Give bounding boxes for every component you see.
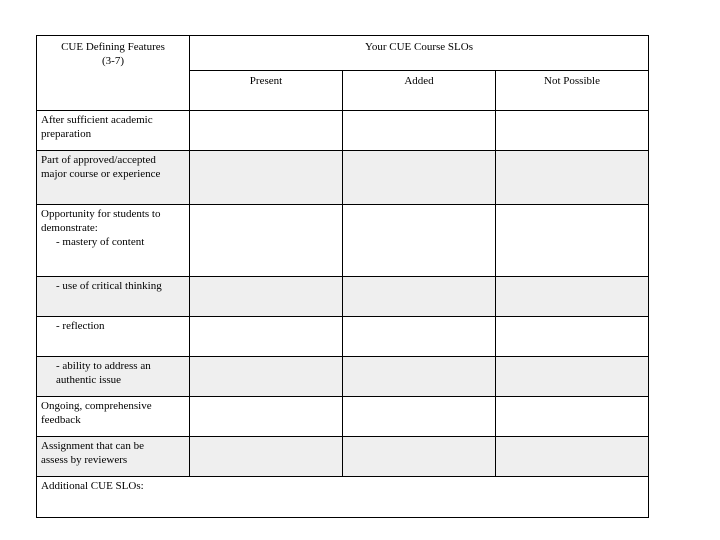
added-cell[interactable]	[343, 277, 496, 317]
present-cell[interactable]	[190, 111, 343, 151]
added-cell[interactable]	[343, 397, 496, 437]
table-title-cell	[37, 36, 190, 111]
slo-group-header: Your CUE Course SLOs	[190, 36, 649, 71]
table-title: CUE Defining Features	[61, 41, 165, 53]
feature-label	[37, 277, 190, 317]
not-possible-cell[interactable]	[496, 277, 649, 317]
added-cell[interactable]	[343, 151, 496, 205]
feature-label	[37, 151, 190, 205]
feature-label-line: feedback	[41, 414, 81, 426]
feature-label-line: major course or experience	[41, 168, 161, 180]
column-header-added: Added	[343, 71, 496, 111]
present-cell[interactable]	[190, 437, 343, 477]
added-cell[interactable]	[343, 437, 496, 477]
additional-slos-cell[interactable]	[37, 477, 649, 518]
feature-label	[37, 111, 190, 151]
feature-label	[37, 397, 190, 437]
present-cell[interactable]	[190, 317, 343, 357]
feature-label-line: Assignment that can be	[41, 440, 144, 452]
feature-label-line: Part of approved/accepted	[41, 154, 156, 166]
feature-label-line: After sufficient academic	[41, 114, 153, 126]
table-title-sub: (3-7)	[102, 55, 124, 67]
footer-row	[37, 477, 649, 518]
feature-label-line: Opportunity for students to	[41, 208, 161, 220]
feature-label-line: - use of critical thinking	[56, 280, 162, 292]
feature-label-line: Ongoing, comprehensive	[41, 400, 152, 412]
table-row	[37, 277, 649, 317]
table-row	[37, 205, 649, 277]
table-row	[37, 397, 649, 437]
feature-label-line: - ability to address an	[56, 360, 151, 372]
cue-features-table	[36, 35, 649, 518]
feature-label-line: authentic issue	[56, 374, 122, 386]
feature-label-line: assess by reviewers	[41, 454, 128, 466]
not-possible-cell[interactable]	[496, 317, 649, 357]
added-cell[interactable]	[343, 317, 496, 357]
table-row	[37, 317, 649, 357]
table-row	[37, 111, 649, 151]
added-cell[interactable]	[343, 205, 496, 277]
feature-label	[37, 205, 190, 277]
not-possible-cell[interactable]	[496, 397, 649, 437]
present-cell[interactable]	[190, 277, 343, 317]
present-cell[interactable]	[190, 151, 343, 205]
present-cell[interactable]	[190, 397, 343, 437]
present-cell[interactable]	[190, 205, 343, 277]
not-possible-cell[interactable]	[496, 151, 649, 205]
feature-label-line: - mastery of content	[56, 236, 145, 248]
column-header-not-possible: Not Possible	[496, 71, 649, 111]
present-cell[interactable]	[190, 357, 343, 397]
feature-label	[37, 357, 190, 397]
column-header-present: Present	[190, 71, 343, 111]
feature-label-line: preparation	[41, 128, 92, 140]
feature-label-line: demonstrate:	[41, 222, 98, 234]
table-row	[37, 357, 649, 397]
feature-label	[37, 317, 190, 357]
added-cell[interactable]	[343, 357, 496, 397]
not-possible-cell[interactable]	[496, 111, 649, 151]
feature-label	[37, 437, 190, 477]
table-row	[37, 437, 649, 477]
table-row	[37, 151, 649, 205]
additional-slos-label: Additional CUE SLOs:	[41, 480, 144, 492]
not-possible-cell[interactable]	[496, 357, 649, 397]
not-possible-cell[interactable]	[496, 205, 649, 277]
not-possible-cell[interactable]	[496, 437, 649, 477]
feature-label-line: - reflection	[56, 320, 105, 332]
added-cell[interactable]	[343, 111, 496, 151]
